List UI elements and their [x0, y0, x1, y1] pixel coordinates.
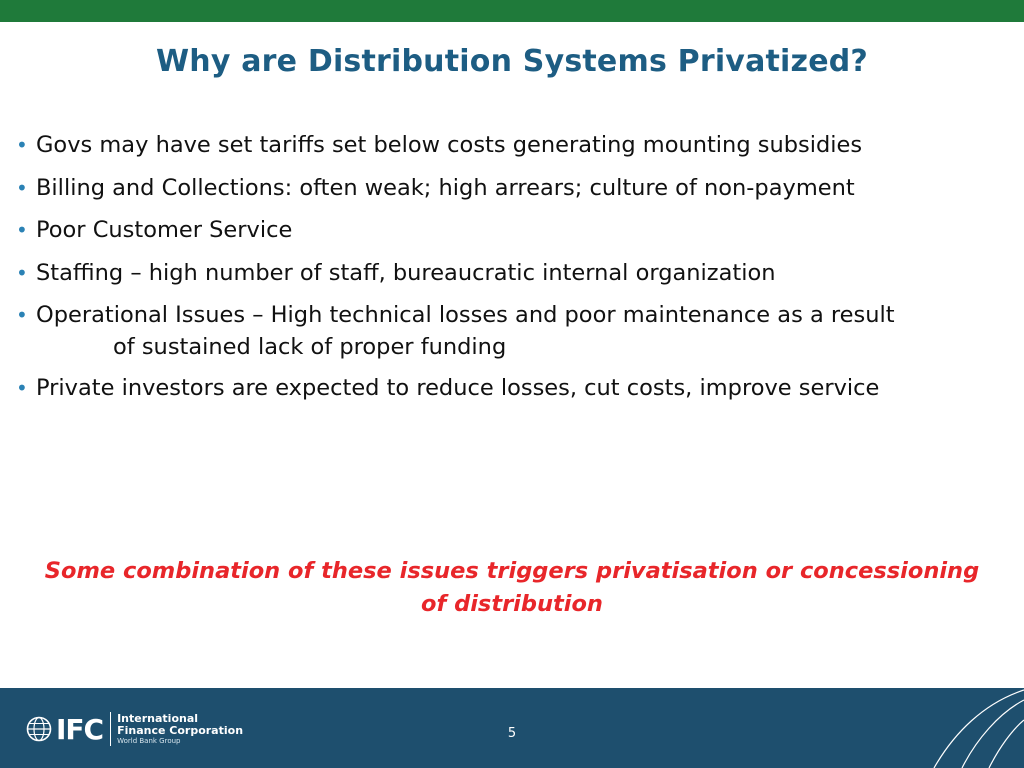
slide-title: Why are Distribution Systems Privatized? [155, 44, 869, 79]
bullet-text: Operational Issues – High technical losses and poor maintenance as a result [36, 302, 895, 328]
ifc-logo [26, 710, 243, 748]
bullet-text: Staffing – high number of staff, bureaucratic internal organization [36, 259, 776, 286]
bullet-continuation: of sustained lack of proper funding [113, 334, 507, 360]
bullet-dot: • [16, 375, 28, 400]
bullet-dot: • [16, 218, 28, 242]
bullet-item [16, 298, 1016, 362]
bullet-item [16, 128, 1016, 162]
org-name [117, 713, 243, 746]
bullet-dot: • [16, 303, 28, 327]
bullet-text: Govs may have set tariffs set below costs generating mounting subsidies [36, 132, 863, 158]
globe-icon [26, 716, 52, 742]
bullet-text: Poor Customer Service [36, 217, 293, 243]
page-number: 5 [507, 726, 517, 741]
bullet-dot: • [16, 175, 28, 200]
bullet-dot: • [16, 133, 28, 157]
ifc-logo-text: IFC [56, 712, 104, 746]
callout-statement [0, 555, 1024, 621]
bullet-item [16, 213, 1016, 247]
bullet-item [16, 371, 1016, 405]
bullet-dot: • [16, 260, 28, 285]
bullet-text: Private investors are expected to reduce losses, cut costs, improve service [36, 374, 880, 401]
org-name-line1: International [117, 711, 199, 725]
logo-divider [110, 712, 111, 746]
swoosh-decoration [914, 688, 1024, 768]
bullet-list [16, 128, 1016, 413]
org-name-line2: Finance Corporation [117, 723, 244, 737]
callout-line: Some combination of these issues triggers privatisation or concessioning [44, 558, 980, 584]
bullet-item [16, 171, 1016, 205]
top-green-bar [0, 0, 1024, 22]
bullet-item [16, 256, 1016, 290]
org-group: World Bank Group [117, 736, 181, 745]
callout-line: of distribution [421, 591, 603, 617]
bullet-text: Billing and Collections: often weak; high arrears; culture of non-payment [36, 174, 855, 201]
footer-bar [0, 688, 1024, 768]
